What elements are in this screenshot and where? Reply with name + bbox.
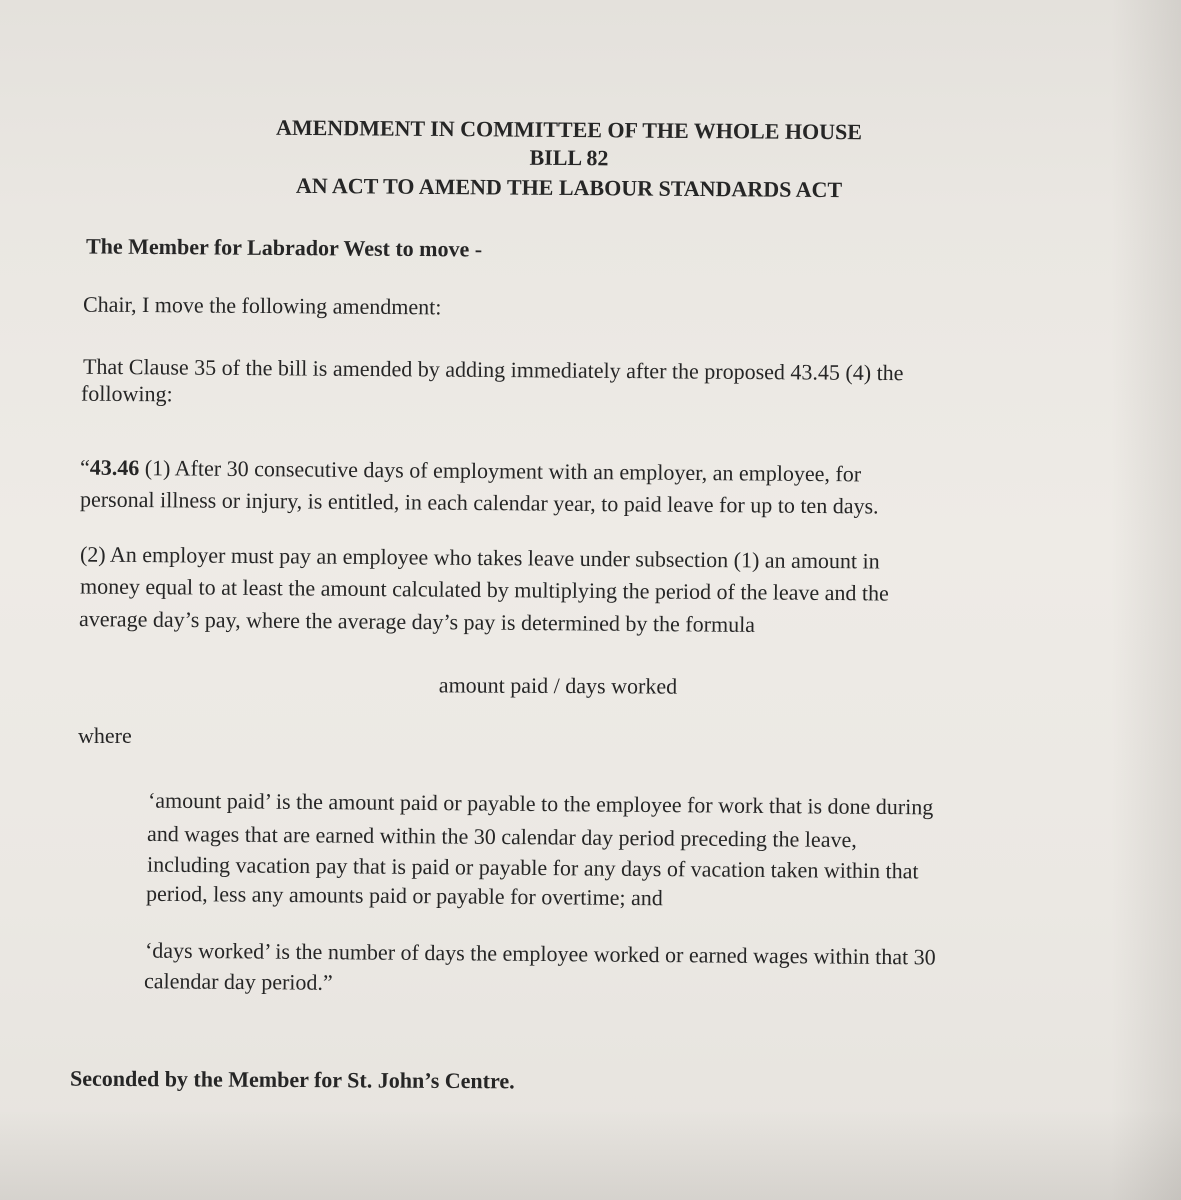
where-label: where	[78, 723, 132, 748]
subsection-2-line-2: money equal to at least the amount calculated by multiplying the period of the leave and the	[79, 573, 889, 606]
amount-paid-definition-line-4: period, less any amounts paid or payable for overtime; and	[145, 880, 663, 911]
seconder-line: Seconded by the Member for St. John’s Centre.	[69, 1065, 515, 1094]
amount-paid-definition-line-1: ‘amount paid’ is the amount paid or payable to the employee for work that is done during	[147, 787, 934, 820]
section-number: 43.46	[89, 454, 140, 481]
subsection-2-line-1: (2) An employer must pay an employee who takes leave under subsection (1) an amount in	[79, 541, 880, 574]
amount-paid-definition-line-3: including vacation pay that is paid or payable for any days of vacation taken within that	[146, 851, 919, 884]
page-edge-shadow-bottom	[0, 1110, 1181, 1200]
clause-line-1: That Clause 35 of the bill is amended by adding immediately after the proposed 43.45 (4) the	[82, 353, 904, 386]
intro-line: Chair, I move the following amendment:	[82, 291, 442, 320]
heading-line-3: AN ACT TO AMEND THE LABOUR STANDARDS ACT	[295, 172, 843, 203]
page-edge-shadow-right	[1111, 0, 1181, 1200]
open-quote: “	[79, 454, 90, 480]
days-worked-definition-line-2: calendar day period.”	[143, 968, 333, 995]
mover-line: The Member for Labrador West to move -	[85, 233, 483, 262]
amount-paid-definition-line-2: and wages that are earned within the 30 calendar day period preceding the leave,	[146, 820, 857, 853]
section-43-46-line-2: personal illness or injury, is entitled, in each calendar year, to paid leave for up to ten days.	[79, 486, 879, 519]
clause-line-2: following:	[80, 380, 173, 407]
heading-line-2: BILL 82	[529, 144, 609, 171]
section-line-1-text: (1) After 30 consecutive days of employment with an employer, an employee, for	[139, 455, 862, 487]
days-worked-definition-line-1: ‘days worked’ is the number of days the employee worked or earned wages within that 30	[144, 937, 936, 970]
formula: amount paid / days worked	[438, 672, 678, 699]
subsection-2-line-3: average day’s pay, where the average day’s pay is determined by the formula	[78, 606, 756, 637]
section-43-46-line-1	[80, 456, 861, 487]
heading-line-1: AMENDMENT IN COMMITTEE OF THE WHOLE HOUSE	[275, 114, 863, 145]
